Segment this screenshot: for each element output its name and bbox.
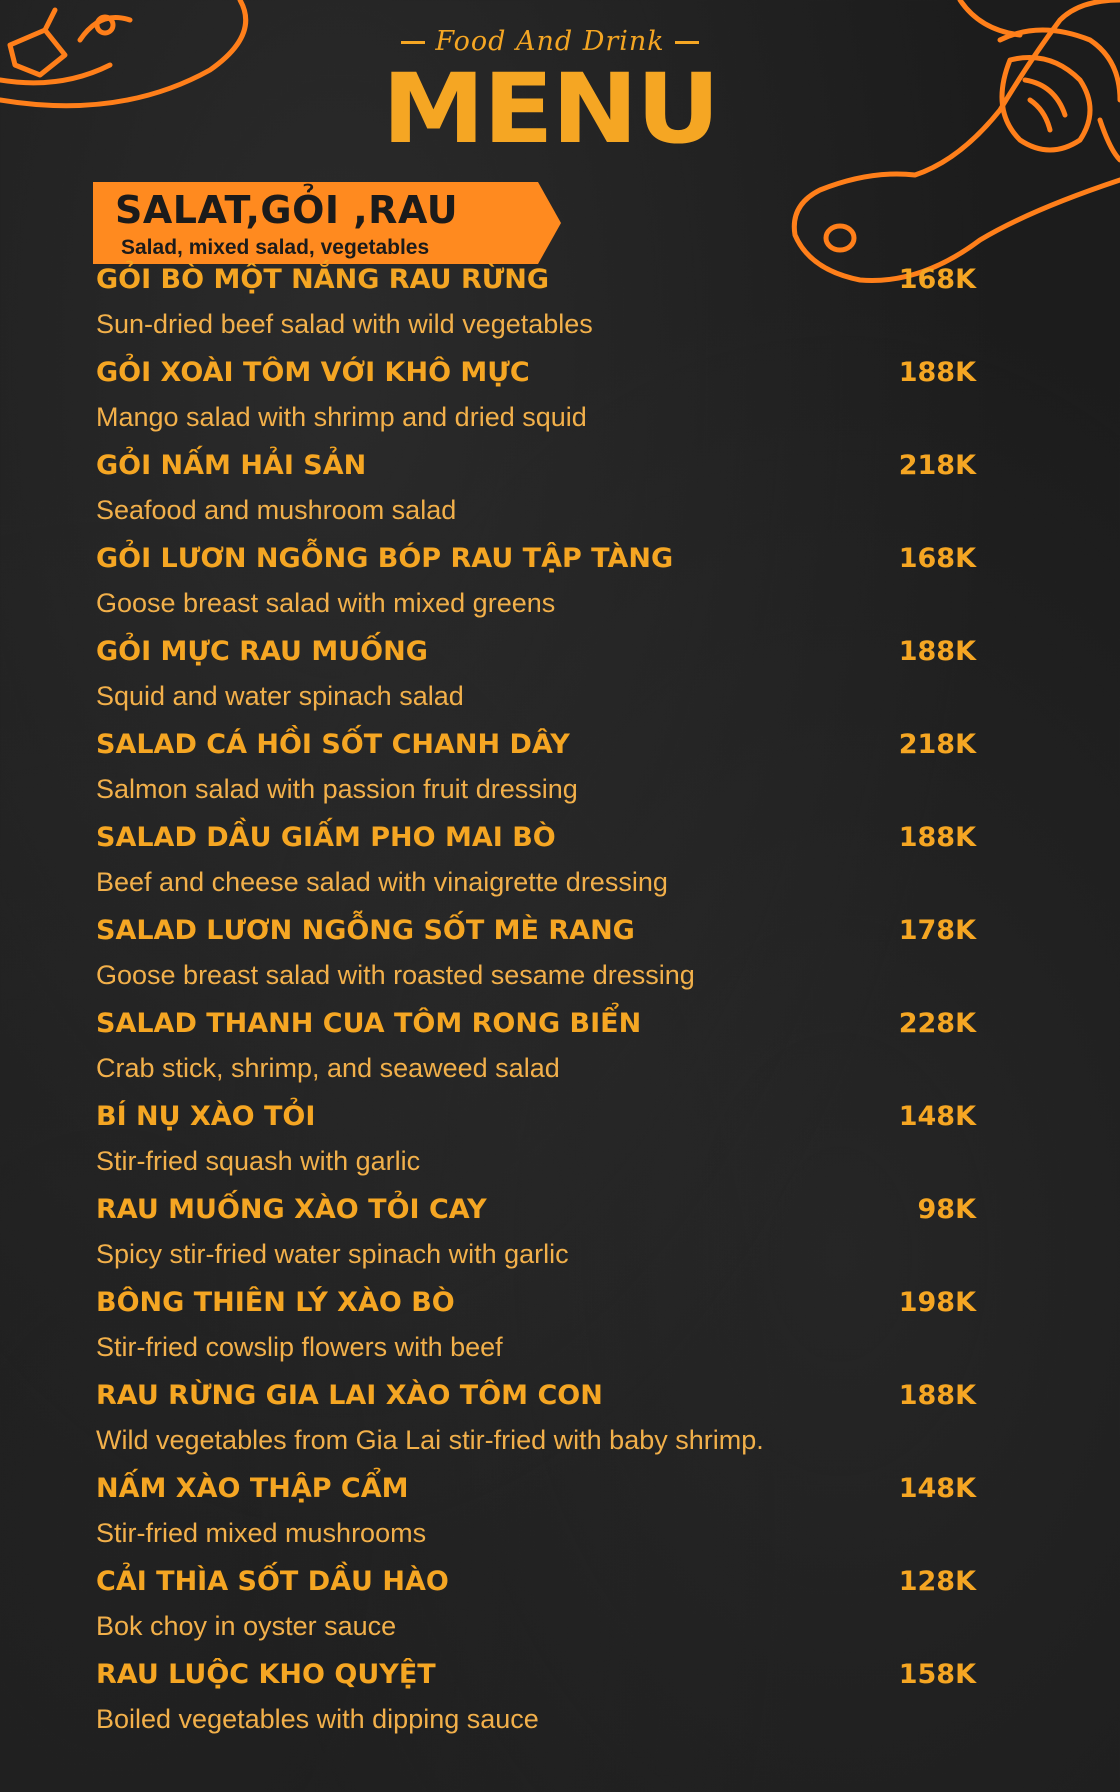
menu-item-price: 148K [898,1473,976,1504]
menu-item [96,539,976,632]
menu-item-name: SALAD CÁ HỒI SỐT CHANH DÂY [96,729,570,760]
menu-item-price: 148K [898,1101,976,1132]
header-subtitle-text: Food And Drink [435,26,665,57]
menu-item-description: Boiled vegetables with dipping sauce [96,1704,539,1734]
menu-item-description: Bok choy in oyster sauce [96,1611,397,1641]
menu-item-name: GỎI BÒ MỘT NẮNG RAU RỪNG [96,264,550,295]
page-title: MENU [381,53,719,165]
menu-item [96,725,976,818]
menu-item-name: CẢI THÌA SỐT DẦU HÀO [96,1566,449,1597]
menu-item-description: Squid and water spinach salad [96,681,464,711]
menu-item-description: Wild vegetables from Gia Lai stir-fried with baby shrimp. [96,1425,764,1455]
menu-item [96,1190,976,1283]
menu-item [96,1283,976,1376]
menu-list [96,260,976,1748]
menu-item-name: SALAD LƯƠN NGỖNG SỐT MÈ RANG [96,915,635,946]
menu-item-name: SALAD THANH CUA TÔM RONG BIỂN [96,1008,642,1039]
menu-item [96,446,976,539]
menu-item-price: 168K [898,264,976,295]
menu-item-price: 218K [898,450,976,481]
menu-item-name: RAU MUỐNG XÀO TỎI CAY [96,1194,487,1225]
menu-item-description: Stir-fried cowslip flowers with beef [96,1332,503,1362]
menu-item [96,818,976,911]
menu-item-price: 188K [898,1380,976,1411]
menu-item-name: NẤM XÀO THẬP CẨM [96,1473,409,1504]
menu-item-description: Sun-dried beef salad with wild vegetables [96,309,593,339]
menu-item-description: Seafood and mushroom salad [96,495,457,525]
menu-item [96,1376,976,1469]
section-banner [93,182,561,264]
menu-item-description: Mango salad with shrimp and dried squid [96,402,587,432]
menu-item [96,1097,976,1190]
menu-item [96,1655,976,1748]
menu-item-price: 188K [898,822,976,853]
menu-item-name: GỎI NẤM HẢI SẢN [96,450,367,481]
menu-item-name: GỎI XOÀI TÔM VỚI KHÔ MỰC [96,357,530,388]
menu-item-name: GỎI LƯƠN NGỖNG BÓP RAU TẬP TÀNG [96,543,674,574]
menu-item-price: 188K [898,636,976,667]
menu-item-description: Spicy stir-fried water spinach with garlic [96,1239,569,1269]
menu-item [96,353,976,446]
menu-item-description: Beef and cheese salad with vinaigrette dressing [96,867,668,897]
menu-item-description: Salmon salad with passion fruit dressing [96,774,578,804]
menu-item-price: 198K [898,1287,976,1318]
menu-item [96,632,976,725]
menu-item-name: SALAD DẦU GIẤM PHO MAI BÒ [96,822,556,853]
menu-header [0,26,1100,165]
dash-left [401,41,425,44]
menu-item-price: 158K [898,1659,976,1690]
menu-item-description: Stir-fried squash with garlic [96,1146,421,1176]
menu-item [96,1469,976,1562]
menu-item-description: Stir-fried mixed mushrooms [96,1518,427,1548]
menu-item-price: 178K [898,915,976,946]
menu-item-price: 168K [898,543,976,574]
menu-item-name: GỎI MỰC RAU MUỐNG [96,636,428,667]
menu-item-name: BÔNG THIÊN LÝ XÀO BÒ [96,1287,455,1318]
menu-item-description: Goose breast salad with roasted sesame dressing [96,960,695,990]
menu-item-name: RAU RỪNG GIA LAI XÀO TÔM CON [96,1380,603,1411]
menu-item-price: 218K [898,729,976,760]
menu-item-name: RAU LUỘC KHO QUYỆT [96,1659,436,1690]
menu-item-price: 228K [898,1008,976,1039]
menu-item [96,260,976,353]
menu-item [96,1004,976,1097]
section-subtitle: Salad, mixed salad, vegetables [121,236,430,259]
section-title: SALAT,GỎI ,RAU [115,188,459,232]
menu-item-description: Goose breast salad with mixed greens [96,588,556,618]
menu-item-price: 188K [898,357,976,388]
menu-item [96,1562,976,1655]
menu-item-description: Crab stick, shrimp, and seaweed salad [96,1053,560,1083]
menu-item-price: 128K [898,1566,976,1597]
menu-item-price: 98K [917,1194,976,1225]
menu-item-name: BÍ NỤ XÀO TỎI [96,1101,316,1132]
menu-item [96,911,976,1004]
dash-right [675,41,699,44]
